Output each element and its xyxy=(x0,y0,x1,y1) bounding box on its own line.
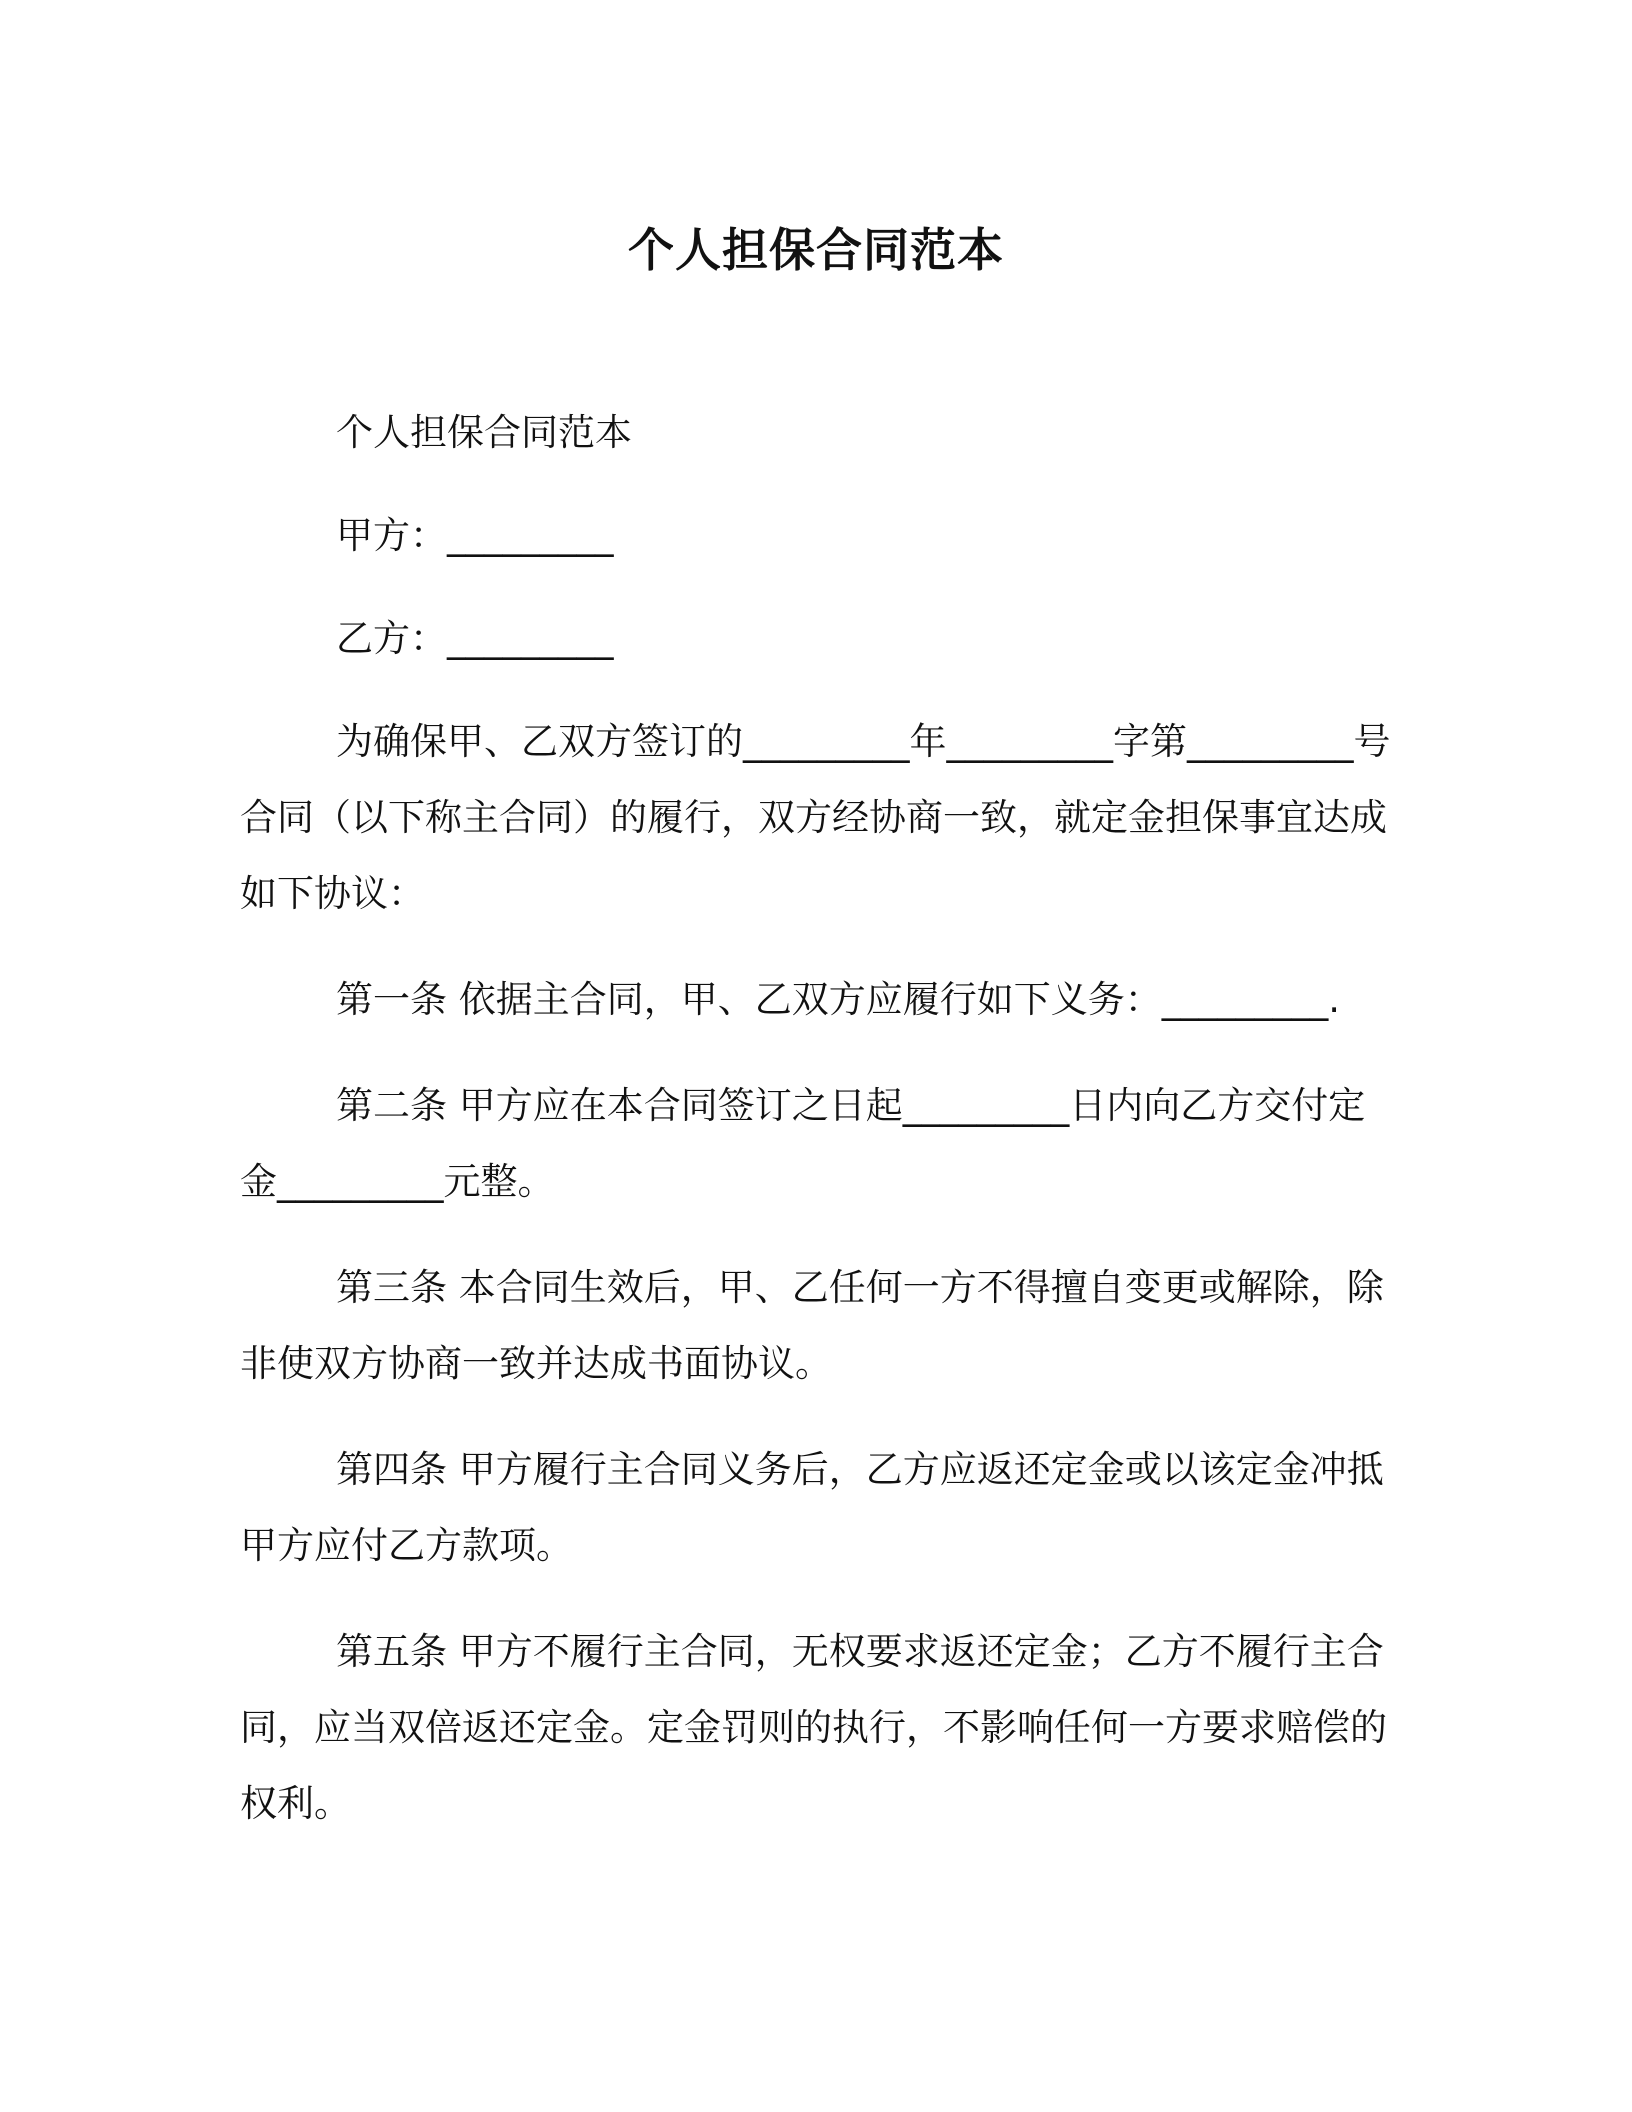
document-title: 个人担保合同范本 xyxy=(628,223,1004,277)
article-5: 第五条 甲方不履行主合同，无权要求返还定金；乙方不履行主合同，应当双倍返还定金。定金罚则的执行，不影响任何一方要求赔偿的权利。 xyxy=(240,1630,1387,1825)
party-b-line: 乙方：_________ xyxy=(336,617,614,660)
article-4: 第四条 甲方履行主合同义务后，乙方应返还定金或以该定金冲抵甲方应付乙方款项。 xyxy=(240,1448,1384,1567)
article-3: 第三条 本合同生效后，甲、乙任何一方不得擅自变更或解除，除非使双方协商一致并达成书面协议。 xyxy=(240,1266,1384,1385)
party-a-line: 甲方：_________ xyxy=(336,514,614,557)
article-1: 第一条 依据主合同，甲、乙双方应履行如下义务：_________. xyxy=(336,978,1341,1021)
article-2: 第二条 甲方应在本合同签订之日起_________日内向乙方交付定金_________元整。 xyxy=(240,1084,1366,1203)
document-body xyxy=(240,395,1392,1872)
contract-heading: 个人担保合同范本 xyxy=(336,411,632,454)
preamble-paragraph: 为确保甲、乙双方签订的_________年_________字第_________号合同（以下称主合同）的履行，双方经协商一致，就定金担保事宜达成如下协议： xyxy=(240,720,1391,915)
